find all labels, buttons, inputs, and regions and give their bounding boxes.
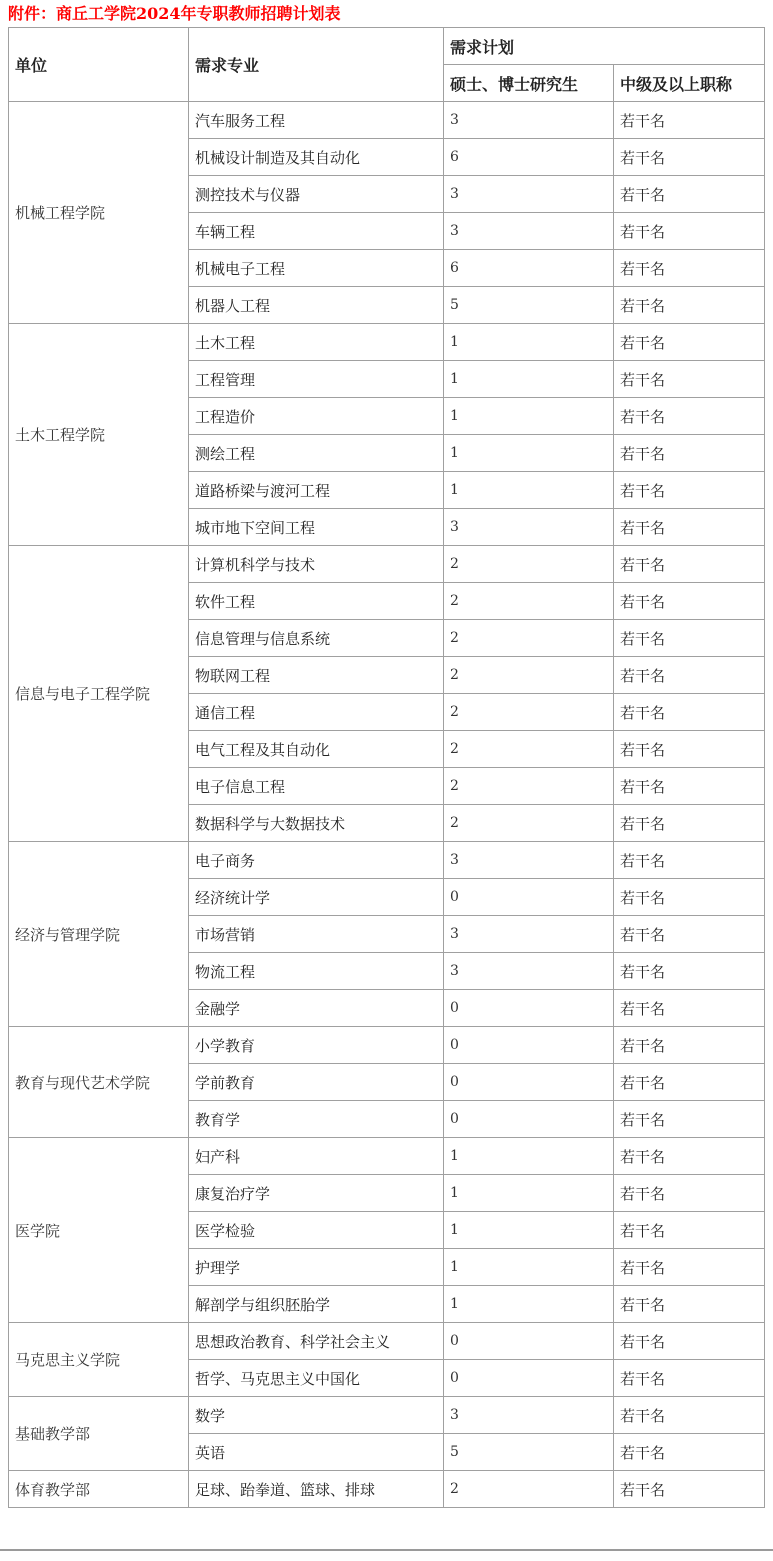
major-cell: 道路桥梁与渡河工程 — [189, 472, 444, 509]
table-row — [9, 324, 765, 361]
masters-count-cell: 1 — [444, 398, 614, 435]
major-cell: 医学检验 — [189, 1212, 444, 1249]
major-cell: 通信工程 — [189, 694, 444, 731]
major-cell: 小学教育 — [189, 1027, 444, 1064]
major-cell: 学前教育 — [189, 1064, 444, 1101]
major-cell: 计算机科学与技术 — [189, 546, 444, 583]
masters-count-cell: 3 — [444, 842, 614, 879]
senior-count-cell: 若干名 — [614, 287, 765, 324]
masters-count-cell: 3 — [444, 916, 614, 953]
masters-count-cell: 2 — [444, 583, 614, 620]
masters-count-cell: 0 — [444, 879, 614, 916]
masters-count-cell: 1 — [444, 472, 614, 509]
senior-count-cell: 若干名 — [614, 1212, 765, 1249]
table-row — [9, 102, 765, 139]
bottom-divider — [0, 1549, 773, 1551]
major-cell: 物流工程 — [189, 953, 444, 990]
unit-cell: 机械工程学院 — [9, 102, 189, 324]
unit-cell: 基础教学部 — [9, 1397, 189, 1471]
header-unit: 单位 — [9, 28, 189, 102]
unit-cell: 马克思主义学院 — [9, 1323, 189, 1397]
senior-count-cell: 若干名 — [614, 176, 765, 213]
senior-count-cell: 若干名 — [614, 1471, 765, 1508]
major-cell: 机器人工程 — [189, 287, 444, 324]
major-cell: 物联网工程 — [189, 657, 444, 694]
masters-count-cell: 0 — [444, 1360, 614, 1397]
major-cell: 土木工程 — [189, 324, 444, 361]
header-masters: 硕士、博士研究生 — [444, 65, 614, 102]
major-cell: 工程造价 — [189, 398, 444, 435]
senior-count-cell: 若干名 — [614, 361, 765, 398]
senior-count-cell: 若干名 — [614, 953, 765, 990]
senior-count-cell: 若干名 — [614, 620, 765, 657]
major-cell: 机械电子工程 — [189, 250, 444, 287]
major-cell: 电子商务 — [189, 842, 444, 879]
masters-count-cell: 0 — [444, 1323, 614, 1360]
senior-count-cell: 若干名 — [614, 139, 765, 176]
senior-count-cell: 若干名 — [614, 879, 765, 916]
masters-count-cell: 1 — [444, 1249, 614, 1286]
masters-count-cell: 1 — [444, 1175, 614, 1212]
senior-count-cell: 若干名 — [614, 1064, 765, 1101]
masters-count-cell: 3 — [444, 953, 614, 990]
senior-count-cell: 若干名 — [614, 398, 765, 435]
senior-count-cell: 若干名 — [614, 657, 765, 694]
masters-count-cell: 0 — [444, 1101, 614, 1138]
major-cell: 思想政治教育、科学社会主义 — [189, 1323, 444, 1360]
masters-count-cell: 0 — [444, 990, 614, 1027]
masters-count-cell: 2 — [444, 694, 614, 731]
unit-cell: 土木工程学院 — [9, 324, 189, 546]
masters-count-cell: 3 — [444, 509, 614, 546]
senior-count-cell: 若干名 — [614, 916, 765, 953]
header-plan: 需求计划 — [444, 28, 765, 65]
senior-count-cell: 若干名 — [614, 546, 765, 583]
masters-count-cell: 1 — [444, 1138, 614, 1175]
table-body — [9, 102, 765, 1508]
senior-count-cell: 若干名 — [614, 731, 765, 768]
senior-count-cell: 若干名 — [614, 250, 765, 287]
senior-count-cell: 若干名 — [614, 509, 765, 546]
senior-count-cell: 若干名 — [614, 1138, 765, 1175]
masters-count-cell: 1 — [444, 324, 614, 361]
unit-cell: 体育教学部 — [9, 1471, 189, 1508]
senior-count-cell: 若干名 — [614, 1027, 765, 1064]
senior-count-cell: 若干名 — [614, 1434, 765, 1471]
major-cell: 英语 — [189, 1434, 444, 1471]
major-cell: 市场营销 — [189, 916, 444, 953]
table-row — [9, 1138, 765, 1175]
senior-count-cell: 若干名 — [614, 842, 765, 879]
masters-count-cell: 2 — [444, 620, 614, 657]
major-cell: 软件工程 — [189, 583, 444, 620]
major-cell: 电子信息工程 — [189, 768, 444, 805]
masters-count-cell: 2 — [444, 805, 614, 842]
header-row-top — [9, 28, 765, 65]
masters-count-cell: 5 — [444, 1434, 614, 1471]
senior-count-cell: 若干名 — [614, 1360, 765, 1397]
senior-count-cell: 若干名 — [614, 472, 765, 509]
page-title: 附件：商丘工学院2024年专职教师招聘计划表 — [8, 4, 341, 23]
recruitment-plan-table — [8, 27, 765, 1508]
major-cell: 数据科学与大数据技术 — [189, 805, 444, 842]
senior-count-cell: 若干名 — [614, 1175, 765, 1212]
major-cell: 测绘工程 — [189, 435, 444, 472]
major-cell: 康复治疗学 — [189, 1175, 444, 1212]
unit-cell: 信息与电子工程学院 — [9, 546, 189, 842]
unit-cell: 教育与现代艺术学院 — [9, 1027, 189, 1138]
major-cell: 信息管理与信息系统 — [189, 620, 444, 657]
masters-count-cell: 2 — [444, 768, 614, 805]
senior-count-cell: 若干名 — [614, 1286, 765, 1323]
masters-count-cell: 2 — [444, 657, 614, 694]
table-row — [9, 546, 765, 583]
masters-count-cell: 3 — [444, 176, 614, 213]
senior-count-cell: 若干名 — [614, 102, 765, 139]
major-cell: 工程管理 — [189, 361, 444, 398]
masters-count-cell: 6 — [444, 250, 614, 287]
masters-count-cell: 3 — [444, 213, 614, 250]
masters-count-cell: 0 — [444, 1064, 614, 1101]
masters-count-cell: 2 — [444, 1471, 614, 1508]
major-cell: 电气工程及其自动化 — [189, 731, 444, 768]
major-cell: 车辆工程 — [189, 213, 444, 250]
masters-count-cell: 1 — [444, 361, 614, 398]
senior-count-cell: 若干名 — [614, 583, 765, 620]
senior-count-cell: 若干名 — [614, 213, 765, 250]
major-cell: 数学 — [189, 1397, 444, 1434]
senior-count-cell: 若干名 — [614, 435, 765, 472]
major-cell: 金融学 — [189, 990, 444, 1027]
major-cell: 汽车服务工程 — [189, 102, 444, 139]
unit-cell: 医学院 — [9, 1138, 189, 1323]
major-cell: 测控技术与仪器 — [189, 176, 444, 213]
senior-count-cell: 若干名 — [614, 768, 765, 805]
header-major: 需求专业 — [189, 28, 444, 102]
senior-count-cell: 若干名 — [614, 1323, 765, 1360]
table-row — [9, 1027, 765, 1064]
major-cell: 城市地下空间工程 — [189, 509, 444, 546]
masters-count-cell: 0 — [444, 1027, 614, 1064]
masters-count-cell: 1 — [444, 1286, 614, 1323]
masters-count-cell: 6 — [444, 139, 614, 176]
masters-count-cell: 1 — [444, 1212, 614, 1249]
masters-count-cell: 3 — [444, 102, 614, 139]
senior-count-cell: 若干名 — [614, 1397, 765, 1434]
table-row — [9, 1323, 765, 1360]
header-senior: 中级及以上职称 — [614, 65, 765, 102]
major-cell: 解剖学与组织胚胎学 — [189, 1286, 444, 1323]
masters-count-cell: 2 — [444, 546, 614, 583]
major-cell: 足球、跆拳道、篮球、排球 — [189, 1471, 444, 1508]
senior-count-cell: 若干名 — [614, 1101, 765, 1138]
senior-count-cell: 若干名 — [614, 1249, 765, 1286]
masters-count-cell: 5 — [444, 287, 614, 324]
senior-count-cell: 若干名 — [614, 805, 765, 842]
major-cell: 哲学、马克思主义中国化 — [189, 1360, 444, 1397]
table-row — [9, 1397, 765, 1434]
unit-cell: 经济与管理学院 — [9, 842, 189, 1027]
major-cell: 护理学 — [189, 1249, 444, 1286]
table-row — [9, 1471, 765, 1508]
senior-count-cell: 若干名 — [614, 324, 765, 361]
major-cell: 经济统计学 — [189, 879, 444, 916]
senior-count-cell: 若干名 — [614, 694, 765, 731]
major-cell: 妇产科 — [189, 1138, 444, 1175]
masters-count-cell: 2 — [444, 731, 614, 768]
senior-count-cell: 若干名 — [614, 990, 765, 1027]
major-cell: 教育学 — [189, 1101, 444, 1138]
masters-count-cell: 1 — [444, 435, 614, 472]
table-row — [9, 842, 765, 879]
major-cell: 机械设计制造及其自动化 — [189, 139, 444, 176]
masters-count-cell: 3 — [444, 1397, 614, 1434]
